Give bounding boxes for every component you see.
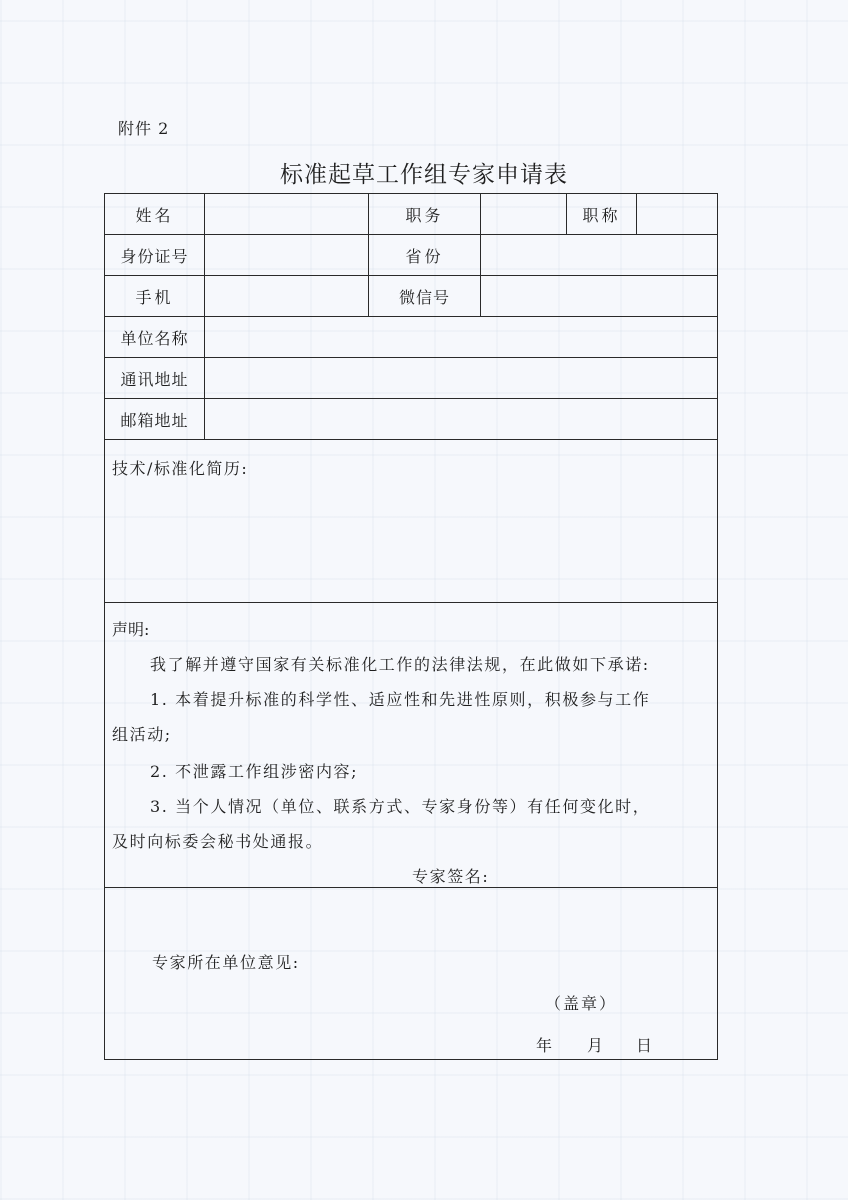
date-day: 日: [636, 1036, 653, 1055]
province-label: 省份: [369, 235, 481, 276]
id-number-value-cell[interactable]: [205, 235, 369, 276]
resume-label: 技术/标准化简历:: [112, 459, 249, 478]
declaration-item3-line2: 及时向标委会秘书处通报。: [112, 832, 324, 851]
seal-label: （盖章）: [545, 994, 618, 1013]
declaration-item1-line1: 1. 本着提升标准的科学性、适应性和先进性原则，积极参与工作: [150, 690, 651, 709]
declaration-heading: 声明:: [112, 620, 150, 639]
title-rank-value-cell[interactable]: [637, 194, 718, 235]
wechat-value-cell[interactable]: [481, 276, 718, 317]
attachment-label: 附件 2: [118, 119, 170, 138]
address-label: 通讯地址: [105, 358, 205, 399]
date-year: 年: [536, 1036, 553, 1055]
org-name-label: 单位名称: [105, 317, 205, 358]
email-value-cell[interactable]: [205, 399, 718, 440]
province-value-cell[interactable]: [481, 235, 718, 276]
position-value-cell[interactable]: [481, 194, 567, 235]
id-number-label: 身份证号: [105, 235, 205, 276]
mobile-label: 手机: [105, 276, 205, 317]
wechat-label: 微信号: [369, 276, 481, 317]
org-opinion-cell[interactable]: [105, 888, 718, 1060]
date-month: 月: [587, 1036, 604, 1055]
mobile-value-cell[interactable]: [205, 276, 369, 317]
name-label: 姓名: [105, 194, 205, 235]
signature-label: 专家签名:: [412, 867, 490, 886]
email-label: 邮箱地址: [105, 399, 205, 440]
org-opinion-label: 专家所在单位意见:: [152, 953, 300, 972]
name-value-cell[interactable]: [205, 194, 369, 235]
declaration-item3-line1: 3. 当个人情况（单位、联系方式、专家身份等）有任何变化时，: [150, 797, 651, 816]
declaration-item1-line2: 组活动;: [112, 725, 172, 744]
declaration-intro: 我了解并遵守国家有关标准化工作的法律法规，在此做如下承诺:: [150, 655, 650, 674]
title-rank-label: 职称: [567, 194, 637, 235]
address-value-cell[interactable]: [205, 358, 718, 399]
declaration-item2: 2. 不泄露工作组涉密内容;: [150, 762, 359, 781]
application-form-table: [104, 193, 718, 1060]
form-title: 标准起草工作组专家申请表: [280, 162, 568, 188]
org-name-value-cell[interactable]: [205, 317, 718, 358]
position-label: 职务: [369, 194, 481, 235]
